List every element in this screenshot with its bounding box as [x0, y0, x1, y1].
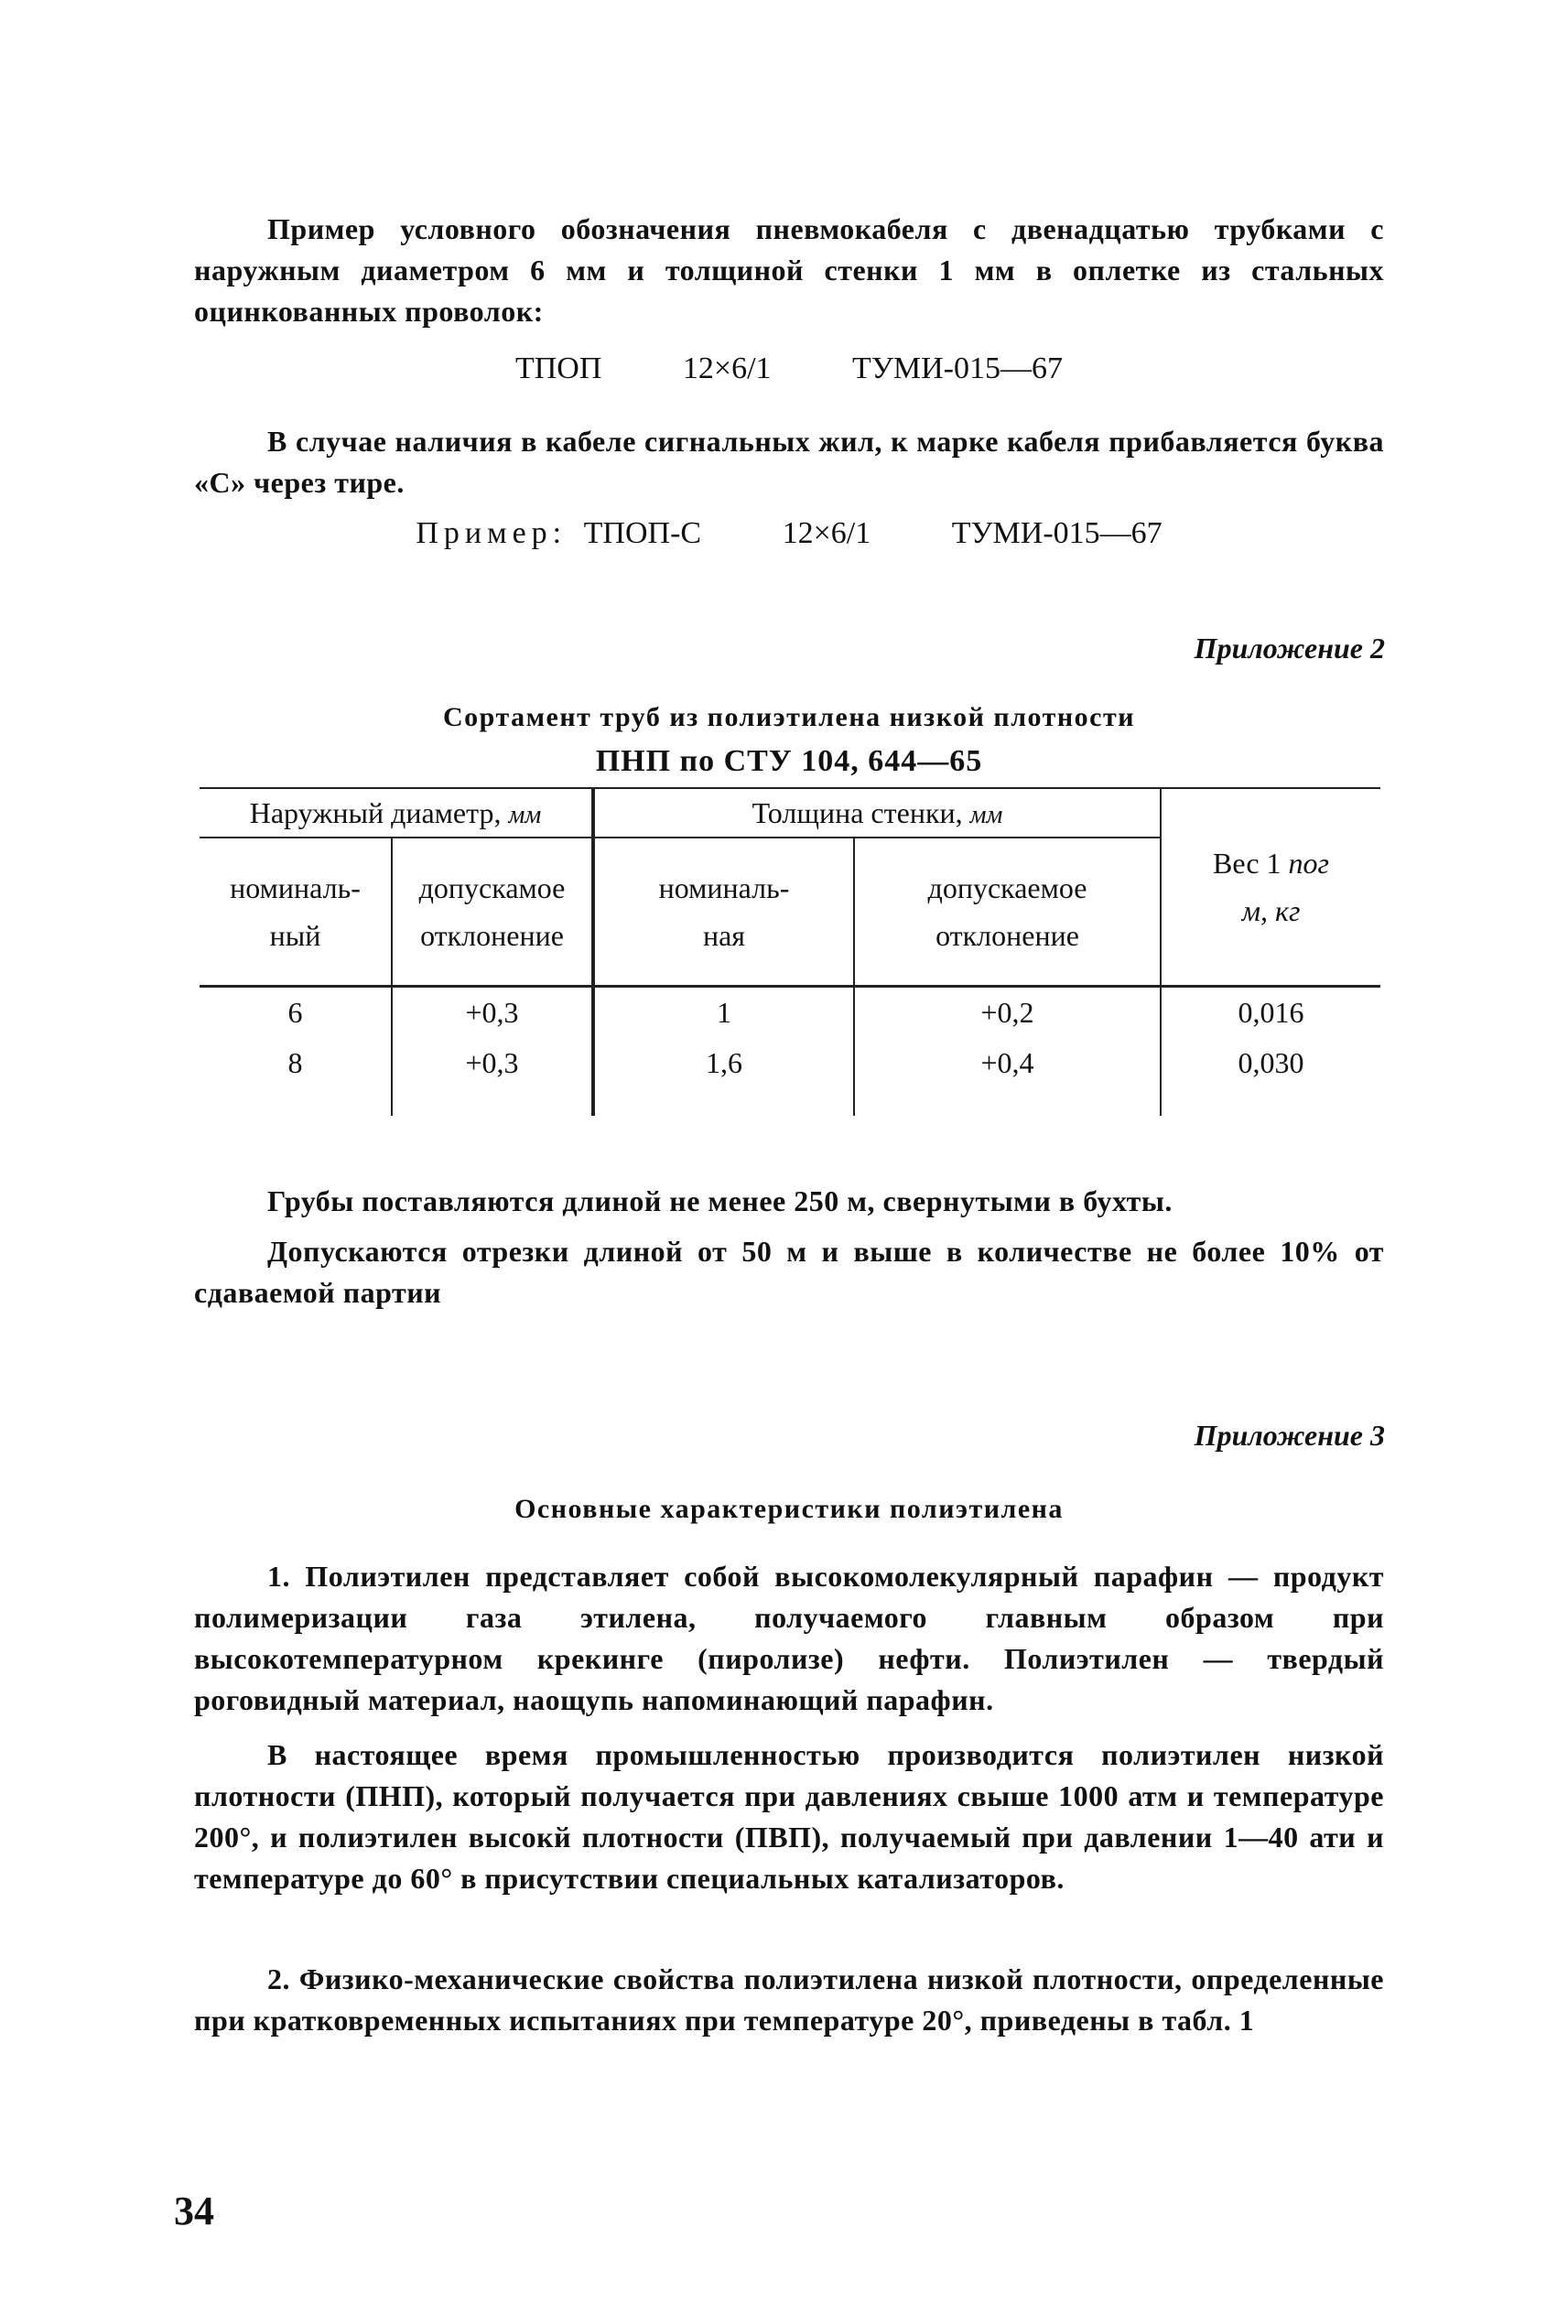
cell-t-nom: 1,6: [593, 1038, 854, 1088]
designation-mark: ТПОП: [514, 351, 602, 385]
table-row: [200, 987, 1380, 1039]
appendix-2-label: Приложение 2: [1194, 632, 1385, 665]
polyethylene-paragraph-1: 1. Полиэтилен представляет собой высокомолекулярный парафин — продукт полимеризации газа этилена, получаемого главным образом при высокотемпературном крекинге (пиролизе) нефти. Полиэтилен — твердый роговидный материал, наощупь напоминающий парафин.: [194, 1560, 1384, 1716]
sub-header-nominal-thickness: номиналь- ная: [593, 838, 854, 987]
header-wall-thickness: Толщина стенки, мм: [593, 788, 1161, 838]
appendix-2-title-line-1: Сортамент труб из полиэтилена низкой плотности: [443, 702, 1135, 732]
cell-t-nom: 1: [593, 987, 854, 1039]
delivery-note: Грубы поставляются длиной не менее 250 м, свернутыми в бухты.: [267, 1184, 1173, 1217]
example-intro-paragraph: Пример условного обозначения пневмокабеля с двенадцатью трубками с наружным диаметром 6 мм и толщиной стенки 1 мм в оплетке из стальных оцинкованных проволок:: [194, 212, 1384, 328]
example-spec: ТУМИ-015—67: [951, 516, 1162, 550]
cell-weight: 0,030: [1161, 1038, 1380, 1088]
cell-weight: 0,016: [1161, 987, 1380, 1039]
signal-note-paragraph: В случае наличия в кабеле сигнальных жил, к марке кабеля прибавляется буква «С» через тире.: [194, 425, 1384, 499]
appendix-2-title: [194, 696, 1384, 784]
polyethylene-paragraph-2: В настоящее время промышленностью производится полиэтилен низкой плотности (ПНП), который получается при давлениях свыше 1000 атм и температуре 200°, и полиэтилен высокй плотности (ПВП), получаемый при давлении 1—40 ати и температуре до 60° в присутствии специальных катализаторов.: [194, 1738, 1384, 1895]
table-spacer-row: [200, 1088, 1380, 1116]
appendix-2-title-line-2: ПНП по СТУ 104, 644—65: [595, 744, 983, 778]
appendix-3-title: Основные характеристики полиэтилена: [514, 1494, 1064, 1524]
appendix-3-label: Приложение 3: [1194, 1419, 1385, 1452]
example-mark: ТПОП-С: [583, 516, 702, 550]
sub-header-nominal-diameter: номиналь- ный: [230, 871, 361, 952]
table-row: [200, 1038, 1380, 1088]
designation-spec: ТУМИ-015—67: [852, 351, 1063, 385]
sub-header-diameter-tolerance: допускамое отклонение: [392, 838, 593, 987]
cell-d-tol: +0,3: [392, 1038, 593, 1088]
cell-t-tol: +0,4: [854, 1038, 1161, 1088]
example-label: Пример:: [416, 516, 568, 550]
page-number: 34: [174, 2189, 214, 2233]
table-header-row: [200, 788, 1380, 838]
cable-designation: [194, 348, 1384, 389]
pipe-sortament-table: [200, 787, 1380, 1116]
header-outer-diameter: Наружный диаметр, мм: [200, 788, 593, 838]
cell-d-nom: 6: [287, 996, 303, 1029]
example-size: 12×6/1: [782, 516, 871, 550]
segments-note: Допускаются отрезки длиной от 50 м и выше в количестве не более 10% от сдаваемой партии: [194, 1235, 1384, 1309]
designation-size: 12×6/1: [682, 351, 772, 385]
cell-d-tol: +0,3: [392, 987, 593, 1039]
polyethylene-paragraph-3: 2. Физико-механические свойства полиэтилена низкой плотности, определенные при кратковременных испытаниях при температуре 20°, приведены в табл. 1: [194, 1962, 1384, 2037]
cell-d-nom: 8: [287, 1046, 303, 1079]
header-weight: Вес 1 пог м, кг: [1161, 788, 1380, 987]
sub-header-thickness-tolerance: допускаемое отклонение: [854, 838, 1161, 987]
example-designation: [194, 513, 1384, 554]
cell-t-tol: +0,2: [854, 987, 1161, 1039]
